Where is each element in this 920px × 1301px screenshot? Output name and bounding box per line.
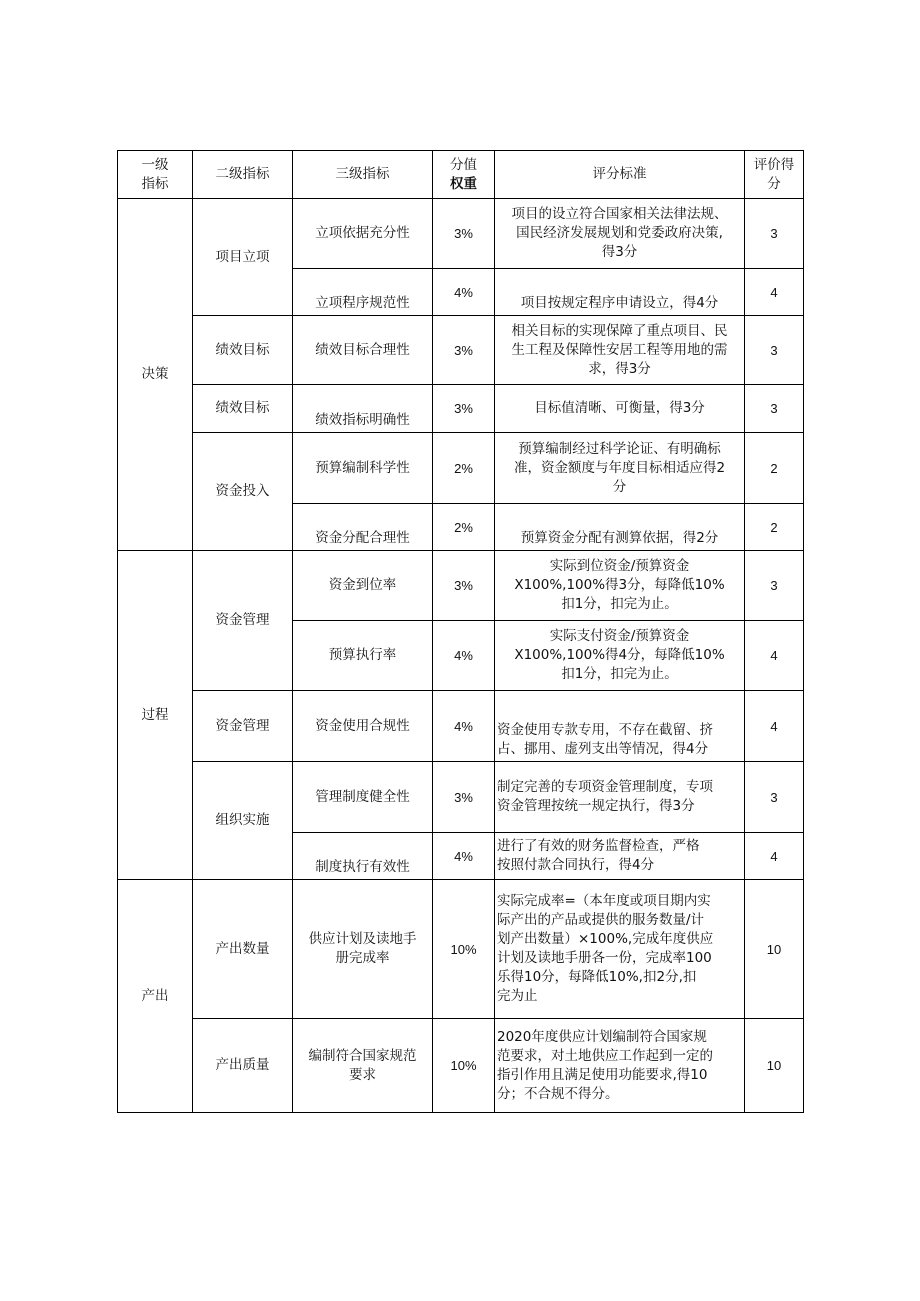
weight-cell: 4% [433,691,495,762]
text-line: X100%,100%得4分，每降低10% [514,647,725,663]
text-line: 资金使用专款专用，不存在截留、挤 [497,722,713,738]
score-cell: 10 [745,880,804,1019]
level3-cell [293,880,433,1019]
level3-cell: 绩效指标明确性 [293,385,433,433]
text-line: 制定完善的专项资金管理制度，专项 [497,779,713,795]
weight-cell: 3% [433,316,495,385]
table-row [118,762,804,833]
text-line: 得3分 [601,244,638,260]
criteria-cell [495,833,745,880]
level2-cell: 资金管理 [193,691,293,762]
criteria-cell: 目标值清晰、可衡量，得3分 [495,385,745,433]
level2-cell: 产出数量 [193,880,293,1019]
level3-cell: 资金到位率 [293,551,433,621]
performance-evaluation-table [117,150,804,1113]
text-line: 生工程及保障性安居工程等用地的需 [511,341,728,358]
criteria-cell [495,762,745,833]
text-line: 指标 [141,175,169,192]
weight-cell: 10% [433,1019,495,1113]
level3-cell: 预算编制科学性 [293,433,433,504]
text-line: 相关目标的实现保障了重点项目、民 [511,322,728,339]
table-row [118,880,804,1019]
text-line: 际产出的产品或提供的服务数量/计 [497,912,705,928]
weight-cell: 2% [433,504,495,551]
level3-cell: 管理制度健全性 [293,762,433,833]
text-line: 划产出数量）×100%,完成年度供应 [497,931,714,947]
level1-cell: 产出 [118,880,193,1113]
text-line: 实际到位资金/预算资金 [549,558,690,574]
level3-cell: 预算执行率 [293,621,433,691]
level3-cell [293,1019,433,1113]
header-level2: 二级指标 [193,151,293,199]
criteria-cell [495,199,745,269]
table-row [118,316,804,385]
header-level3: 三级指标 [293,151,433,199]
table-row [118,385,804,433]
criteria-cell: 预算资金分配有测算依据，得2分 [495,504,745,551]
text-line: 分 [767,175,781,192]
weight-cell: 3% [433,551,495,621]
level1-cell: 决策 [118,199,193,551]
criteria-cell: 项目按规定程序申请设立，得4分 [495,269,745,316]
text-line: 资金管理按统一规定执行，得3分 [497,798,695,814]
level2-cell: 绩效目标 [193,385,293,433]
text-line: 2020年度供应计划编制符合国家规 [497,1028,707,1045]
score-cell: 3 [745,385,804,433]
text-line: 要求 [349,1066,376,1083]
header-weight [433,151,495,199]
criteria-cell [495,621,745,691]
score-cell: 2 [745,504,804,551]
weight-cell: 3% [433,199,495,269]
table-row [118,199,804,269]
score-cell: 3 [745,199,804,269]
header-criteria: 评分标准 [495,151,745,199]
weight-cell: 3% [433,385,495,433]
table-row [118,691,804,762]
text-line: 按照付款合同执行，得4分 [497,857,655,873]
text-line: 国民经济发展规划和党委政府决策, [516,225,723,241]
text-line: 范要求，对土地供应工作起到一定的 [497,1047,713,1064]
text-line: 准，资金额度与年度目标相适应得2 [513,459,726,476]
weight-cell: 10% [433,880,495,1019]
level2-cell: 绩效目标 [193,316,293,385]
weight-cell: 4% [433,833,495,880]
text-line: 扣1分，扣完为止。 [561,596,678,612]
criteria-cell [495,551,745,621]
text-line: 供应计划及读地手 [308,931,417,947]
level1-cell: 过程 [118,551,193,880]
text-line: X100%,100%得3分，每降低10% [514,577,725,593]
text-line: 分 [612,478,627,495]
level2-cell: 项目立项 [193,199,293,316]
text-line: 乐得10分，每降低10%,扣2分,扣 [497,969,697,985]
score-cell: 4 [745,833,804,880]
text-line: 册完成率 [335,950,390,966]
level2-cell: 产出质量 [193,1019,293,1113]
criteria-cell [495,316,745,385]
weight-cell: 2% [433,433,495,504]
text-line: 预算编制经过科学论证、有明确标 [518,440,721,457]
weight-cell: 4% [433,269,495,316]
score-cell: 4 [745,621,804,691]
score-cell: 3 [745,762,804,833]
text-line: 分；不合规不得分。 [497,1085,619,1102]
score-cell: 10 [745,1019,804,1113]
text-line: 项目的设立符合国家相关法律法规、 [511,206,728,222]
header-weight-line1: 分值 [450,156,477,173]
level3-cell: 制度执行有效性 [293,833,433,880]
header-weight-line2: 权重 [450,175,477,192]
level2-cell: 资金投入 [193,433,293,551]
text-line: 求，得3分 [588,360,651,377]
criteria-cell [495,691,745,762]
table-row [118,433,804,504]
criteria-cell [495,1019,745,1113]
score-cell: 4 [745,691,804,762]
text-line: 编制符合国家规范 [308,1047,417,1064]
text-line: 计划及读地手册各一份，完成率100 [497,950,712,966]
score-cell: 4 [745,269,804,316]
text-line: 评价得 [753,156,795,173]
header-level1-text [120,156,190,194]
criteria-cell [495,880,745,1019]
header-score-text [747,156,801,194]
text-line: 实际支付资金/预算资金 [549,628,690,644]
level2-cell: 组织实施 [193,762,293,880]
level3-cell: 资金分配合理性 [293,504,433,551]
level3-cell: 立项依据充分性 [293,199,433,269]
table-header-row [118,151,804,199]
table-row [118,551,804,621]
level3-cell: 资金使用合规性 [293,691,433,762]
score-cell: 2 [745,433,804,504]
text-line: 指引作用且满足使用功能要求,得10 [497,1066,708,1083]
level2-cell: 资金管理 [193,551,293,691]
score-cell: 3 [745,551,804,621]
text-line: 进行了有效的财务监督检查，严格 [497,838,700,854]
weight-cell: 3% [433,762,495,833]
weight-cell: 4% [433,621,495,691]
text-line: 占、挪用、虚列支出等情况，得4分 [497,741,709,757]
score-cell: 3 [745,316,804,385]
header-level1 [118,151,193,199]
text-line: 实际完成率=（本年度或项目期内实 [497,893,711,909]
text-line: 完为止 [497,988,538,1004]
criteria-cell [495,433,745,504]
table-row [118,1019,804,1113]
text-line: 扣1分，扣完为止。 [561,666,678,682]
header-score [745,151,804,199]
level3-cell: 立项程序规范性 [293,269,433,316]
text-line: 一级 [141,156,169,173]
level3-cell: 绩效目标合理性 [293,316,433,385]
